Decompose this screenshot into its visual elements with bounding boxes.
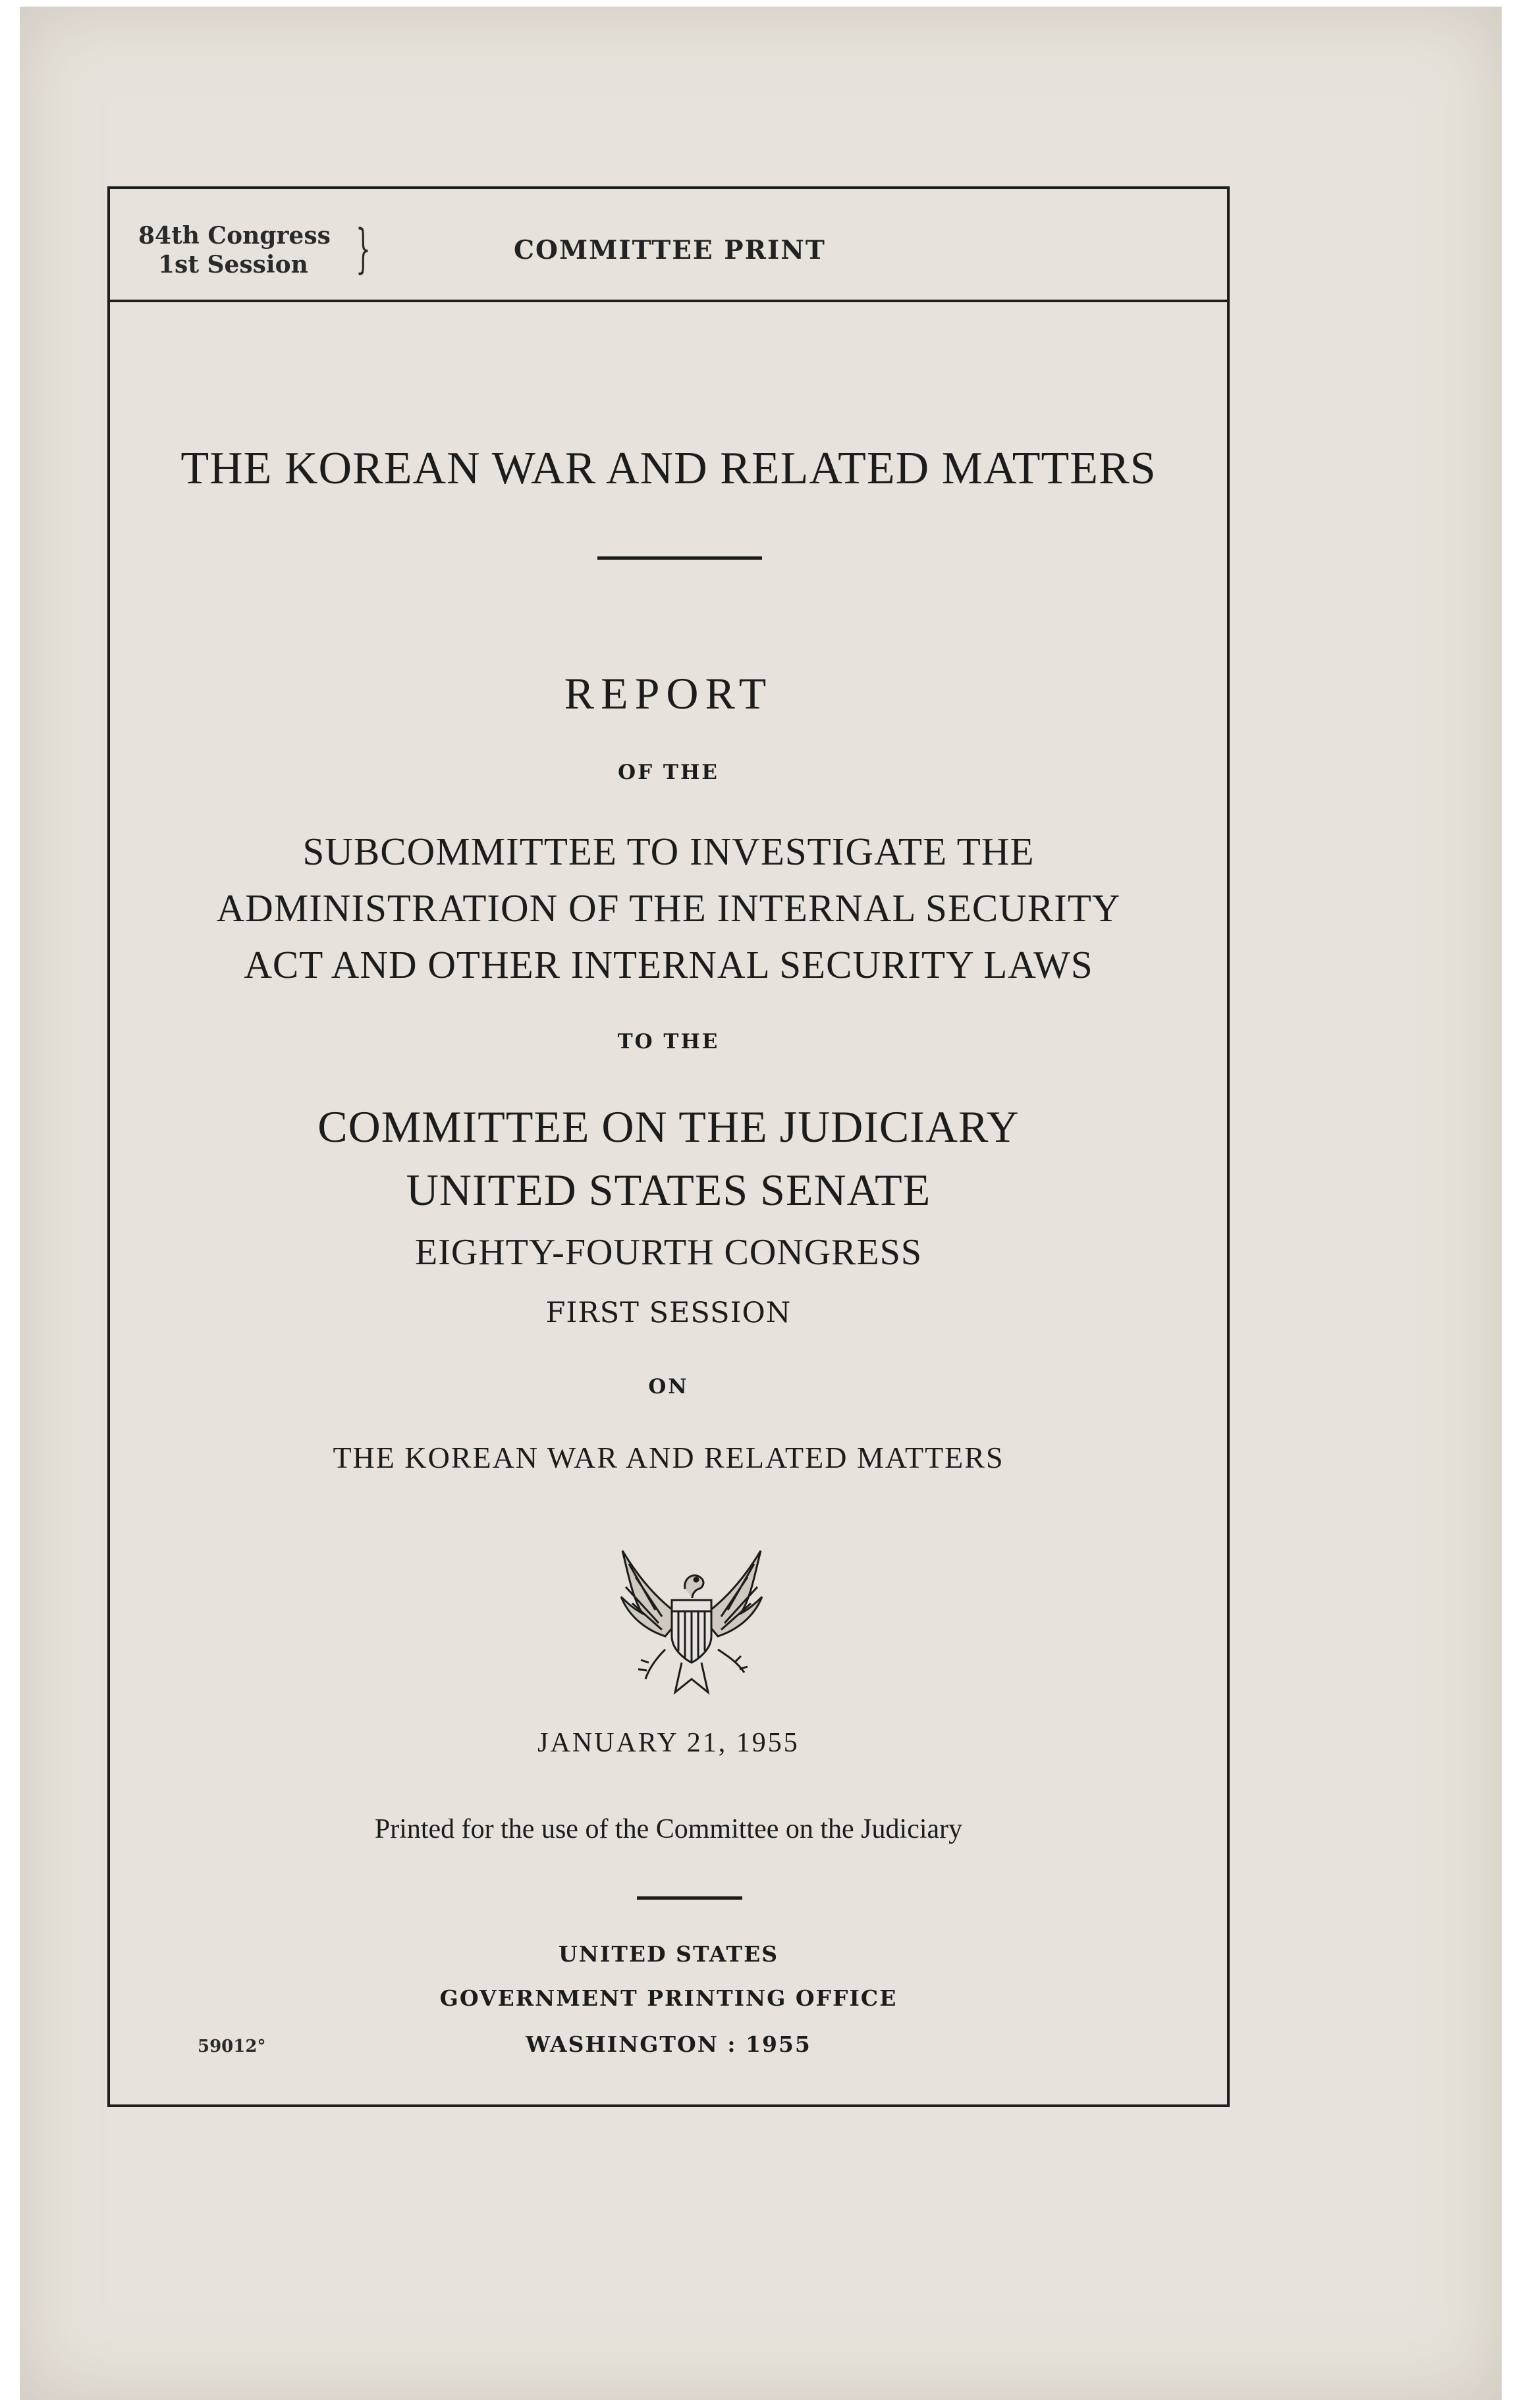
report-label: REPORT: [564, 668, 773, 718]
congress-session-block: [138, 218, 389, 279]
committee-name: [107, 1095, 1230, 1221]
document-title: THE KOREAN WAR AND RELATED MATTERS: [180, 443, 1157, 494]
session-label: 1st Session: [158, 251, 308, 279]
publisher-line: GOVERNMENT PRINTING OFFICE: [439, 1985, 898, 2011]
subcommittee-line: SUBCOMMITTEE TO INVESTIGATE THE: [302, 830, 1035, 873]
great-seal-eagle-icon: [609, 1538, 774, 1702]
publisher-line: WASHINGTON : 1955: [526, 2031, 811, 2057]
subcommittee-line: ACT AND OTHER INTERNAL SECURITY LAWS: [244, 943, 1093, 986]
committee-line: UNITED STATES SENATE: [406, 1165, 931, 1215]
committee-print-label: COMMITTEE PRINT: [514, 235, 826, 265]
brace-icon: }: [356, 218, 371, 279]
subcommittee-name: [107, 823, 1230, 993]
subject-title: THE KOREAN WAR AND RELATED MATTERS: [333, 1441, 1004, 1474]
printed-for-note: Printed for the use of the Committee on the Judiciary: [374, 1814, 963, 1844]
subcommittee-line: ADMINISTRATION OF THE INTERNAL SECURITY: [216, 886, 1121, 930]
congress-full: EIGHTY-FOURTH CONGRESS: [414, 1232, 922, 1273]
on-label: ON: [648, 1375, 689, 1399]
job-number: 59012°: [198, 2037, 266, 2056]
to-the-label: TO THE: [617, 1030, 720, 1054]
congress-label: 84th Congress: [138, 222, 331, 250]
title-rule: [597, 556, 762, 560]
publication-date: JANUARY 21, 1955: [537, 1728, 800, 1758]
header-rule: [107, 300, 1230, 302]
publisher-line: UNITED STATES: [558, 1941, 779, 1967]
session-full: FIRST SESSION: [545, 1297, 792, 1329]
footer-rule: [637, 1896, 742, 1900]
of-the-label: OF THE: [618, 761, 719, 784]
committee-line: COMMITTEE ON THE JUDICIARY: [317, 1102, 1020, 1152]
